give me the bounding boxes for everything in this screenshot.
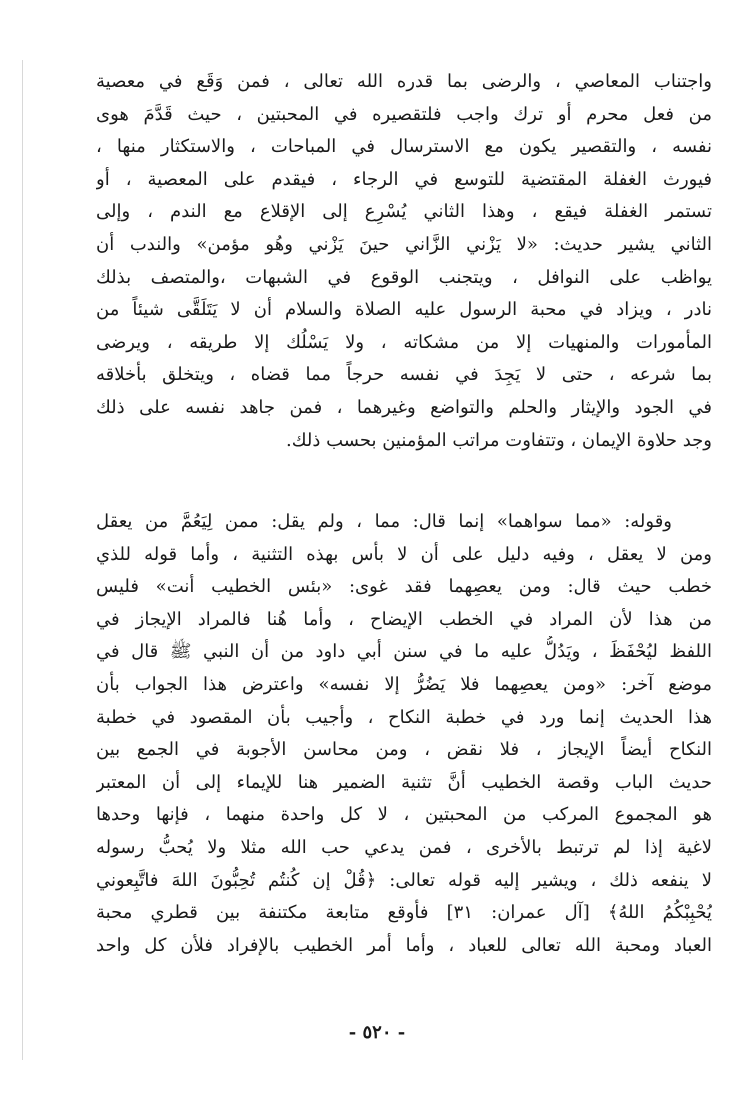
- text-line: واجتناب المعاصي ، والرضى بما قدره الله تعالى ، فمن وَقَع في معصية: [96, 71, 712, 92]
- text-line: فيورث الغفلة المقتضية للتوسع في الرجاء ، فيقدم على المعصية ، أو: [96, 168, 712, 190]
- margin-line: [22, 60, 23, 1060]
- paragraph-1: [96, 66, 712, 457]
- text-line: لا ينفعه ذلك ، ويشير إليه قوله تعالى: ﴿قُلْ إن كُنتُم تُحِبُّونَ اللهَ فاتَّبِعوني: [96, 869, 712, 891]
- text-line: تستمر الغفلة فيقع ، وهذا الثاني يُسْرِع إلى الإقلاع مع الندم ، وإلى: [96, 201, 712, 223]
- text-line: نادر ، ويزاد في محبة الرسول عليه الصلاة والسلام أن لا يَتَلَقَّى شيئاً من: [96, 299, 712, 321]
- text-line: هذا الحديث إنما ورد في خطبة النكاح ، وأجيب بأن المقصود في خطبة: [96, 706, 712, 728]
- text-line: وقوله: «مما سواهما» إنما قال: مما ، ولم يقل: ممن لِيَعُمَّ من يعقل: [96, 511, 672, 532]
- text-line: يُحْبِبْكُمُ اللهُ﴾ [آل عمران: ٣١] فأوقع متابعة مكتنفة بين قطري محبة: [96, 902, 712, 924]
- text-line: وجد حلاوة الإيمان ، وتتفاوت مراتب المؤمنين بحسب ذلك.: [286, 429, 712, 451]
- text-line: يواظب على النوافل ، ويتجنب الوقوع في الشبهات ،والمتصف بذلك: [96, 266, 712, 288]
- text-line: نفسه ، والتقصير يكون مع الاسترسال في المباحات ، والاستكثار منها ،: [96, 136, 712, 158]
- text-line: في الجود والإيثار والحلم والتواضع وغيرهما ، فمن جاهد نفسه على ذلك: [96, 396, 712, 418]
- page-number: - ٥٢٠ -: [348, 1022, 406, 1043]
- text-line: موضع آخر: «ومن يعصِهما فلا يَضُرُّ إلا نفسه» واعترض هذا الجواب بأن: [96, 673, 712, 695]
- text-line: من هذا لأن المراد في الخطب الإيضاح ، وأما هُنا فالمراد الإيجاز في: [96, 608, 712, 630]
- text-line: هو المجموع المركب من المحبتين ، لا كل واحدة منهما ، فإنها وحدها: [96, 804, 712, 826]
- text-line: اللفظ ليُحْفَظَ ، ويَدُلُّ عليه ما في سنن أبي داود من أن النبي ﷺ قال في: [96, 641, 712, 663]
- text-line: حديث الباب وقصة الخطيب أنَّ تثنية الضمير هنا للإيماء إلى أن المعتبر: [96, 771, 712, 793]
- text-line: خطب حيث قال: ومن يعصِهما فقد غوى: «بئس الخطيب أنت» فليس: [96, 576, 712, 598]
- text-line: لاغية إذا لم ترتبط بالأخرى ، فمن يدعي حب الله مثلا ولا يُحبُّ رسوله: [96, 836, 712, 858]
- text-line: الثاني يشير حديث: «لا يَزْني الزَّاني حينَ يَزْني وهُو مؤمن» والندب أن: [96, 233, 712, 255]
- paragraph-2: [96, 506, 712, 962]
- text-line: النكاح أيضاً الإيجاز ، فلا نقض ، ومن محاسن الأجوبة في الجمع بين: [96, 739, 712, 761]
- text-line: من فعل محرم أو ترك واجب فلتقصيره في المحبتين ، حيث قَدَّمَ هوى: [96, 103, 712, 125]
- text-line: العباد ومحبة الله تعالى للعباد ، وأما أمر الخطيب بالإفراد فلأن كل واحد: [96, 934, 712, 956]
- text-line: بما شرعه ، حتى لا يَجِدَ في نفسه حرجاً مما قضاه ، ويتخلق بأخلاقه: [96, 364, 712, 386]
- text-line: ومن لا يعقل ، وفيه دليل على أن لا بأس بهذه التثنية ، وأما قوله للذي: [96, 543, 712, 565]
- text-line: المأمورات والمنهيات إلا من مشكاته ، ولا يَسْلُك إلا طريقه ، ويرضى: [96, 331, 712, 353]
